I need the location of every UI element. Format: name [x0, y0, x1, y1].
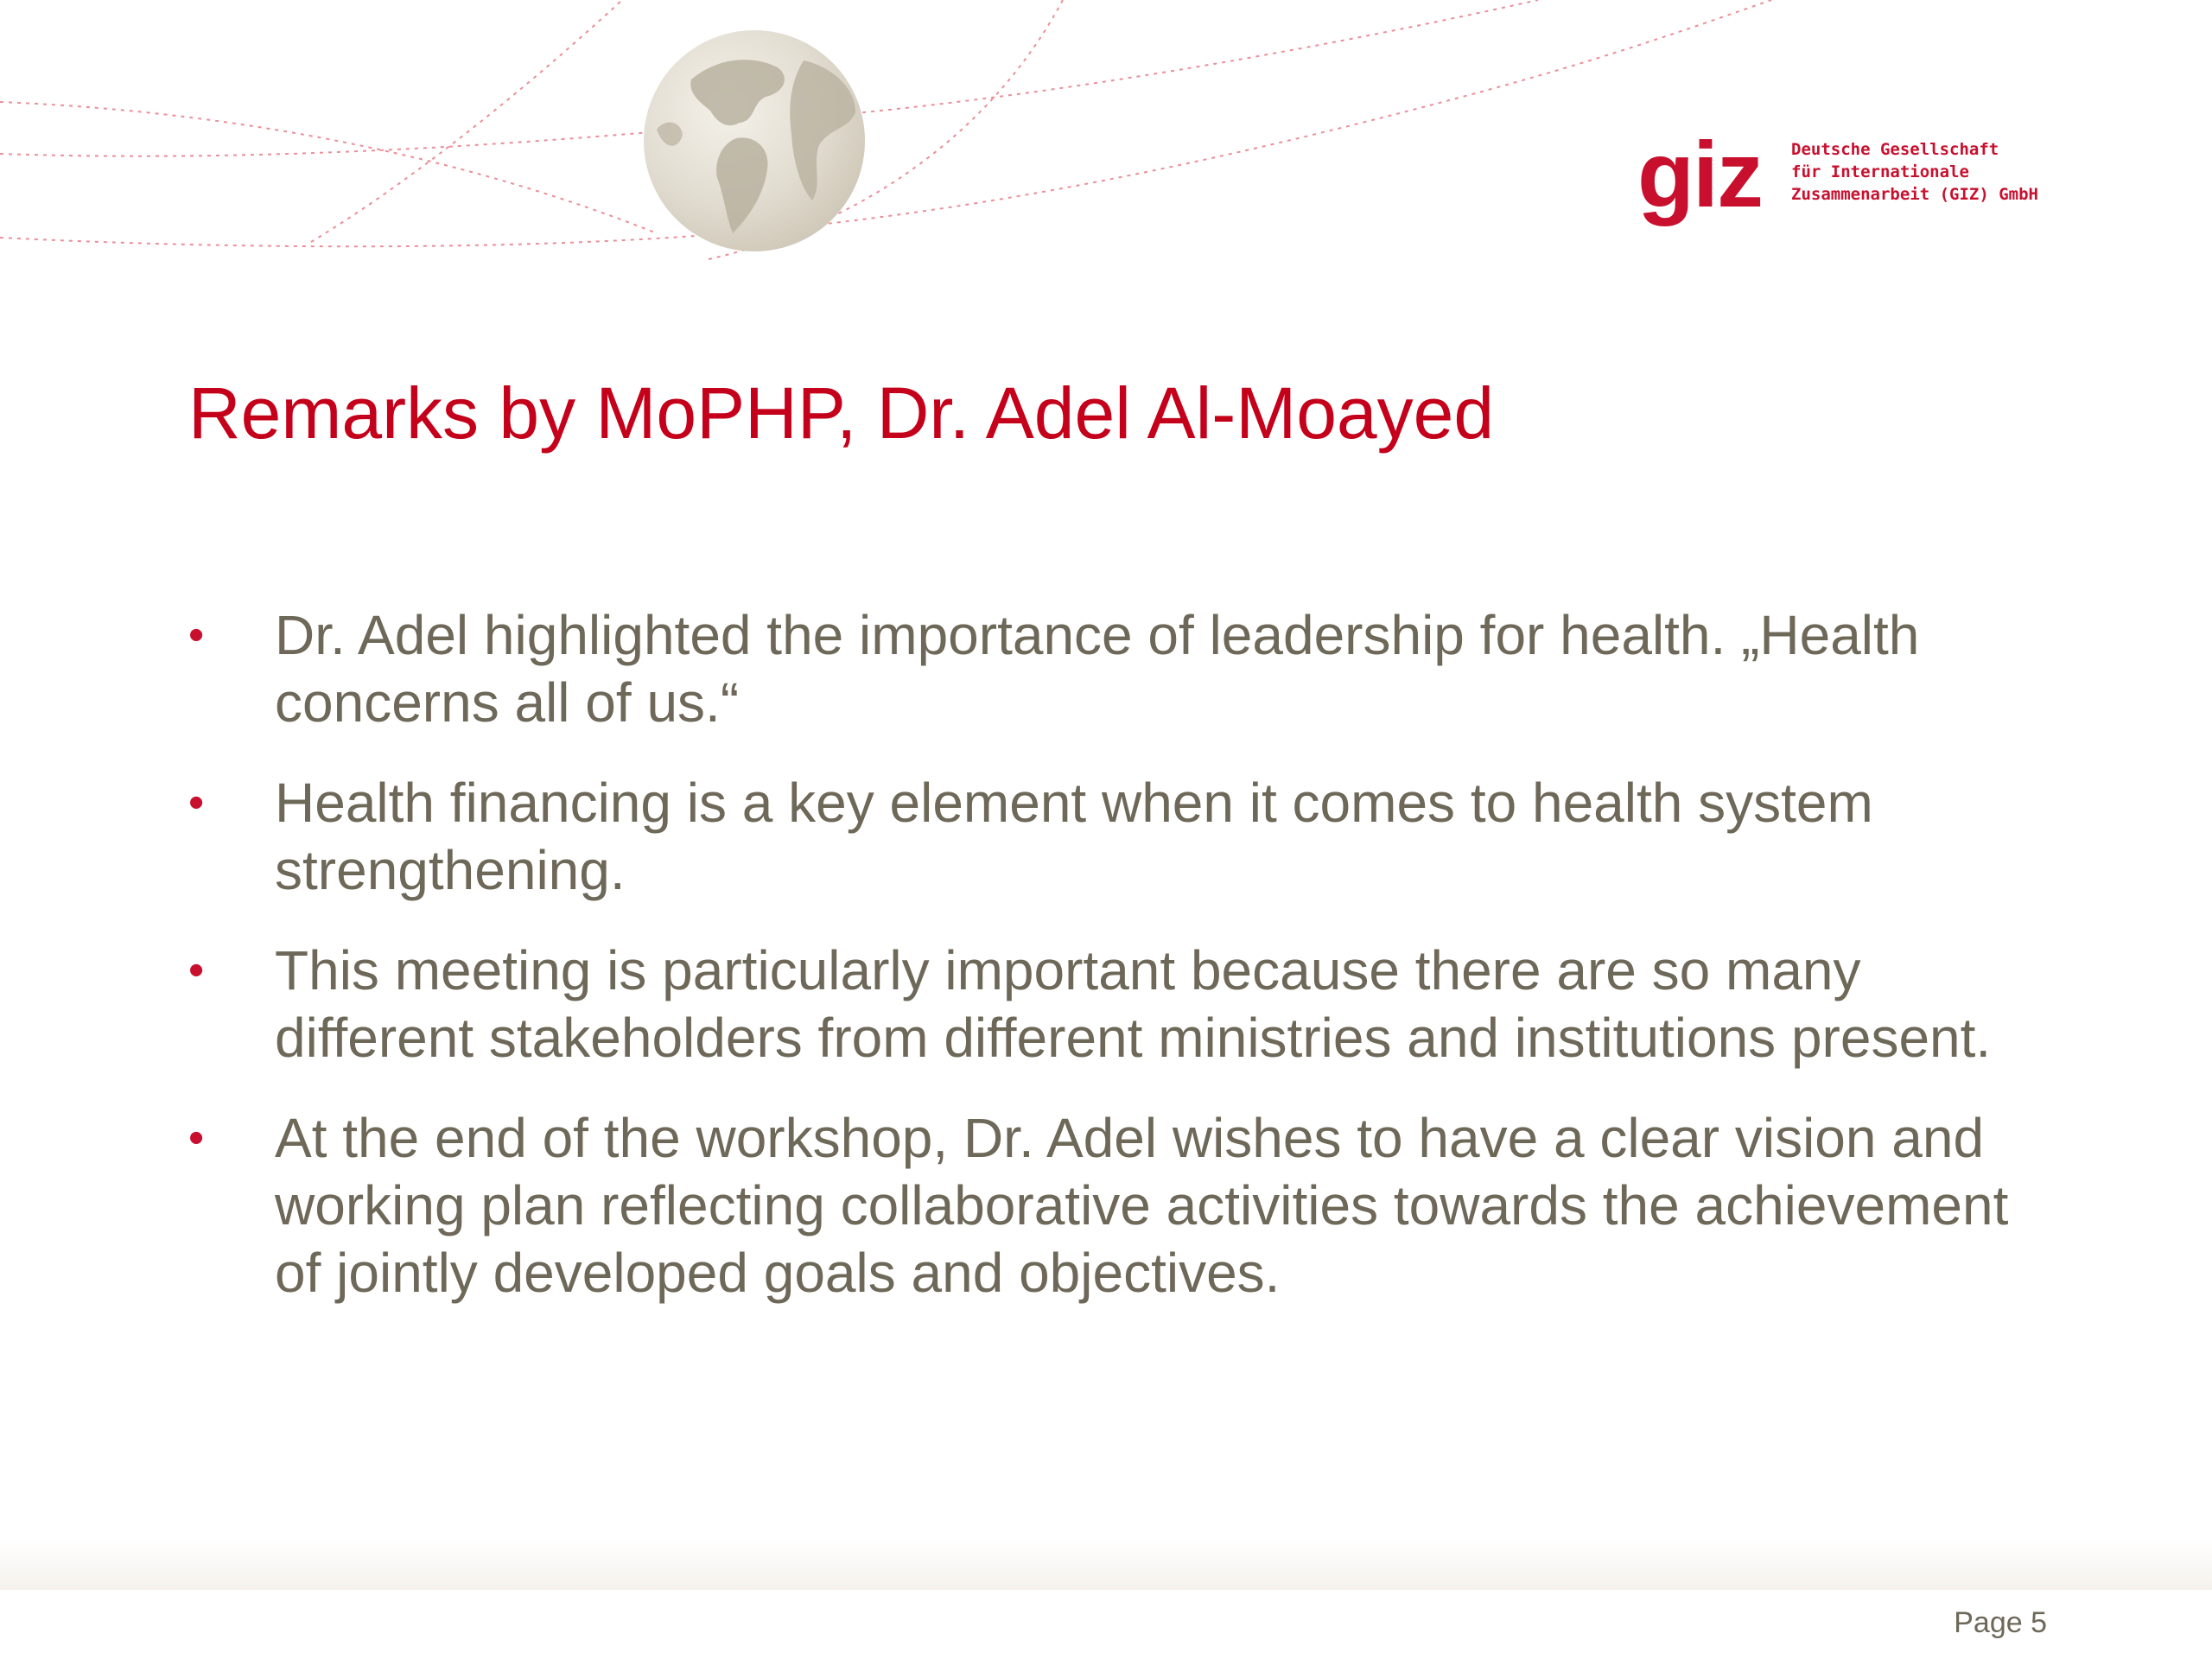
- bullet-marker-icon: •: [188, 610, 205, 660]
- bullet-item: [188, 769, 2046, 904]
- page-number: Page 5: [1954, 1606, 2047, 1639]
- bullet-marker-icon: •: [188, 945, 205, 995]
- giz-logo-text: [1791, 138, 2050, 206]
- logo-line-1: Deutsche Gesellschaft: [1791, 140, 1999, 159]
- bullet-text: Health financing is a key element when it comes to health system strengthening.: [275, 772, 1873, 901]
- bullet-list: [188, 601, 2046, 1339]
- footer-band: [0, 1538, 2212, 1590]
- slide-title: Remarks by MoPHP, Dr. Adel Al-Moayed: [188, 372, 1495, 454]
- bullet-item: [188, 937, 2046, 1071]
- giz-logo-mark: giz: [1637, 122, 1762, 226]
- bullet-text: This meeting is particularly important because there are so many different stakeholders from different ministries and institutions present.: [275, 939, 1992, 1069]
- bullet-item: [188, 1104, 2046, 1306]
- bullet-marker-icon: •: [188, 1113, 205, 1163]
- globe-icon: [644, 30, 865, 251]
- bullet-text: Dr. Adel highlighted the importance of leadership for health. „Health concerns all of us.“: [275, 604, 1920, 734]
- giz-logo: [1637, 122, 2052, 232]
- bullet-text: At the end of the workshop, Dr. Adel wishes to have a clear vision and working plan reflecting collaborative activities towards the achievement of jointly developed goals and objectives.: [275, 1107, 2009, 1304]
- dotted-swoosh-lines: [0, 0, 1771, 259]
- logo-line-3: Zusammenarbeit (GIZ) GmbH: [1791, 185, 2038, 204]
- logo-line-2: für Internationale: [1791, 162, 1969, 181]
- bullet-marker-icon: •: [188, 778, 205, 828]
- bullet-item: [188, 601, 2046, 736]
